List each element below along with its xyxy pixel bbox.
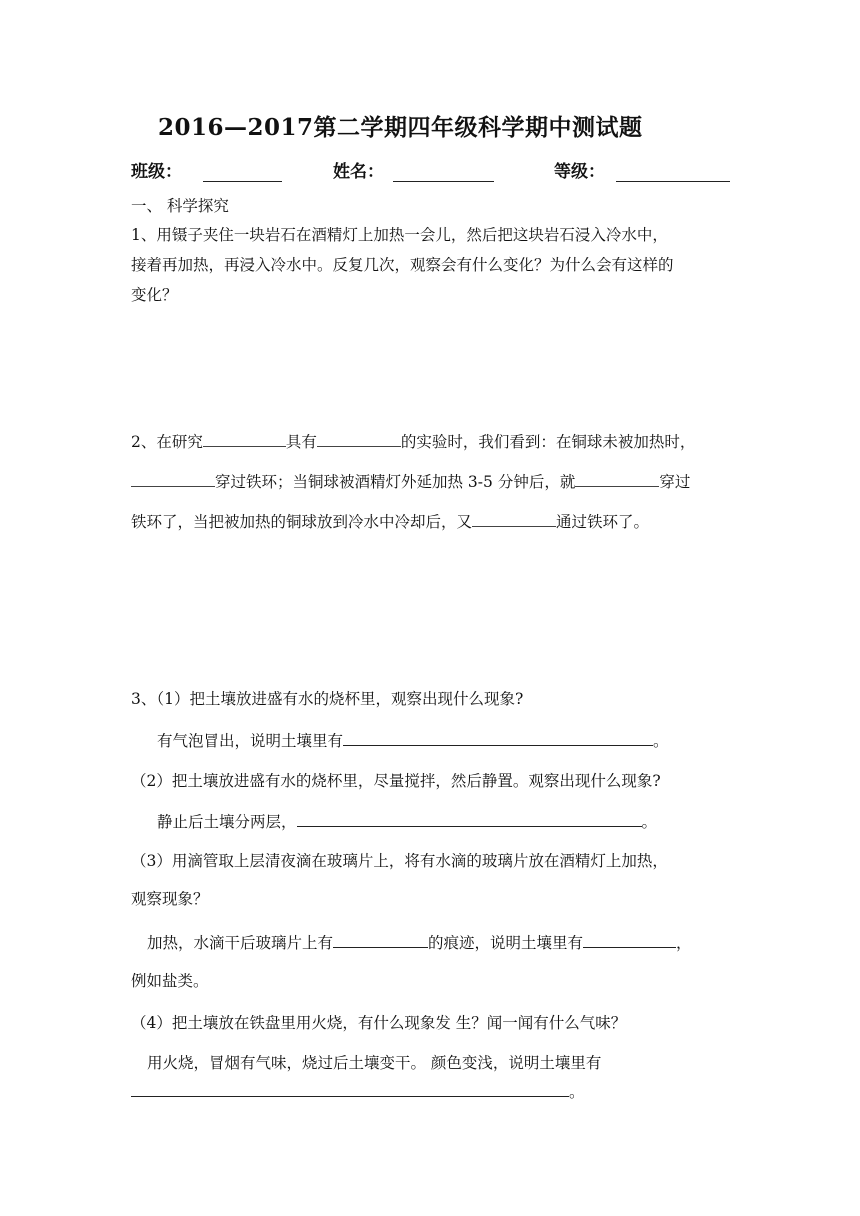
q2-text-1a: 2、在研究	[131, 433, 203, 451]
q3-part1-end: 。	[653, 732, 669, 750]
q3-part1-question: 3、（1）把土壤放进盛有水的烧杯里，观察出现什么现象?	[131, 690, 524, 708]
grade-label: 等级：	[554, 162, 605, 182]
q3-part3-answer	[147, 932, 692, 953]
q3-blank-5[interactable]	[131, 1081, 569, 1097]
q3-part3-question2: 观察现象？	[131, 890, 209, 908]
q2-text-2a: 穿过铁环；当铜球被酒精灯外延加热 3-5 分钟后，就	[215, 473, 576, 491]
q1-line2: 接着再加热，再浸入冷水中。反复几次，观察会有什么变化？为什么会有这样的	[131, 256, 674, 274]
q3-part2-answer	[157, 811, 657, 832]
q2-blank-2[interactable]	[317, 432, 401, 447]
q2-blank-3[interactable]	[131, 472, 215, 487]
q3-part1-text: 有气泡冒出，说明土壤里有	[157, 732, 344, 750]
q3-part3-text3: ，	[676, 934, 692, 952]
section-heading: 一、 科学探究	[131, 197, 229, 215]
q3-blank-4[interactable]	[583, 932, 676, 948]
name-blank[interactable]	[393, 161, 494, 187]
q3-blank-1[interactable]	[343, 730, 653, 746]
q2-text-1c: 的实验时，我们看到：在铜球未被加热时，	[400, 433, 696, 451]
q2-line2	[131, 472, 690, 492]
q3-part4-question: （4）把土壤放在铁盘里用火烧，有什么现象发 生？闻一闻有什么气味？	[131, 1014, 627, 1032]
q3-part2-question: （2）把土壤放进盛有水的烧杯里，尽量搅拌，然后静置。观察出现什么现象?	[131, 772, 661, 790]
q2-text-3b: 通过铁环了。	[556, 513, 650, 531]
q2-text-1b: 具有	[285, 433, 317, 451]
q2-blank-5[interactable]	[472, 512, 556, 527]
q2-text-3a: 铁环了，当把被加热的铜球放到冷水中冷却后，又	[131, 513, 473, 531]
q2-line1	[131, 432, 695, 452]
q3-part4-answer: 用火烧，冒烟有气味，烧过后土壤变干。 颜色变浅，说明土壤里有	[147, 1054, 602, 1072]
name-label: 姓名：	[333, 162, 384, 182]
class-label: 班级：	[131, 162, 182, 182]
q3-part4-answer-line	[131, 1081, 585, 1102]
q3-part2-text: 静止后土壤分两层，	[157, 813, 297, 831]
q2-blank-1[interactable]	[203, 432, 286, 447]
q3-part3-text2: 的痕迹，说明土壤里有	[428, 934, 584, 952]
q2-text-2b: 穿过	[659, 473, 691, 491]
q2-line3	[131, 512, 649, 532]
class-blank[interactable]	[203, 161, 282, 187]
q3-part2-end: 。	[641, 813, 658, 831]
page-title: 2016—2017第二学期四年级科学期中测试题	[158, 114, 643, 141]
q2-blank-4[interactable]	[575, 472, 659, 487]
q3-part3-question1: （3）用滴管取上层清夜滴在玻璃片上，将有水滴的玻璃片放在酒精灯上加热，	[131, 852, 668, 870]
q1-line1: 1、用镊子夹住一块岩石在酒精灯上加热一会儿，然后把这块岩石浸入冷水中，	[131, 226, 668, 244]
q1-line3: 变化？	[131, 286, 178, 304]
q3-part1-answer	[157, 730, 669, 751]
q3-blank-3[interactable]	[333, 932, 428, 948]
q3-part4-end: 。	[569, 1083, 585, 1101]
grade-blank[interactable]	[616, 161, 730, 187]
q3-part3-text1: 加热，水滴干后玻璃片上有	[147, 934, 334, 952]
q3-part3-answer-cont: 例如盐类。	[131, 972, 209, 990]
q3-blank-2[interactable]	[297, 811, 642, 827]
